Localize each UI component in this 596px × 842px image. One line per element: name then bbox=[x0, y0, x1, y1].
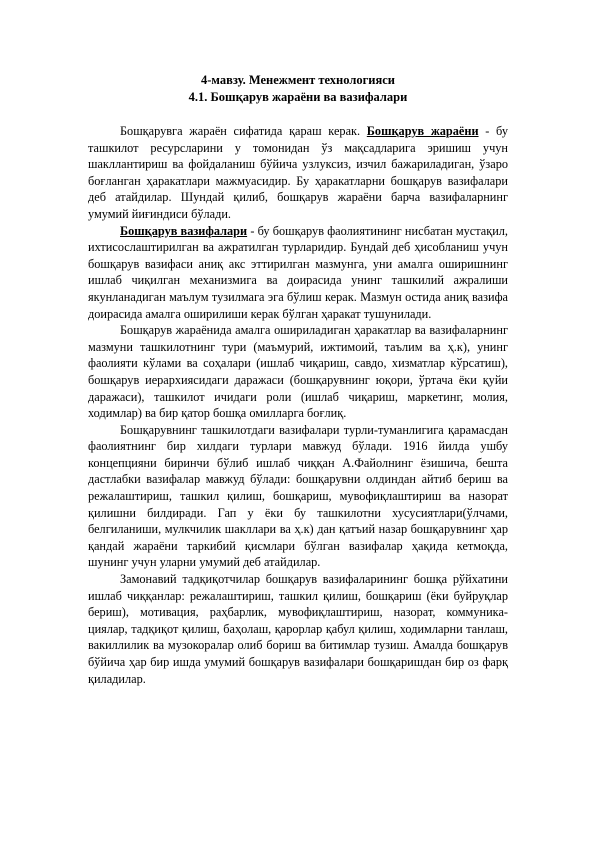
paragraph-4-text: Бошқарувнинг ташкилотдаги вазифалари турли-туманлигига қарамасдан фаолиятнинг бир хилдаги турлари мавжуд бўлади. 1916 йилда ушбу концепцияни биринчи бўлиб ишлаб чиққан А.Файолнинг ёзишича, бешта дастлабки вазифалар мавжуд бўлади: бошқарувни олдиндан айтиб бериш ва режалаштириш, ташкил қилиш, бошқариш, мувофиқлаштириш ва назорат қилишни билдиради. Гап у ёки бу ташкилотни хусусиятлари(ўлчами, белгиланиши, мулкчилик шакллари ва ҳ.к) дан қатъий назар бошқарувнинг ҳар қандай жараёни таркибий қисмлари бўлган вазифалар ҳақида кетмоқда, шунинг учун уларни умумий деб атайдилар. bbox=[88, 422, 508, 570]
chapter-title: 4-мавзу. Менежмент технологияси bbox=[200, 73, 395, 87]
term-process: Бошқарув жараёни bbox=[366, 124, 479, 138]
page-content bbox=[88, 72, 508, 687]
paragraph-3-text: Бошқарув жараёнида амалга ошириладиган ҳаракатлар ва вазифаларнинг мазмуни ташкилотнинг тури (маъмурий, ижтимоий, таълим ва ҳ.к), унинг фаолияти кўлами ва соҳалари (ишлаб чиқариш, савдо, хизматлар кўрсатиш), бошқарув иерархиясидаги даражаси (бошқарувнинг юқори, ўртача ёки қуйи даражаси), ташкилот ичидаги роли (ишлаб чиқариш, маркетинг, молия, ходимлар) ва бир қатор бошқа омилларга боғлиқ. bbox=[88, 323, 508, 421]
paragraph-1-text: - бу ташкилот ресурсларини у томонидан ўз мақсадларига эришиш учун шакллантириш ва фойдаланиш бўйича узлуксиз, изчил бажариладиган, ўзаро боғланган ҳаракатлари мажмуасидир. Бу ҳаракатларни бошқарув вазифалари деб атайдилар. Шундай қилиб, бошқарув жараёни барча вазифаларнинг умумий йиғиндиси бўлади. bbox=[88, 124, 508, 221]
paragraph-3 bbox=[88, 322, 508, 422]
paragraph-1-lead: Бошқарувга жараён сифатида қараш керак. bbox=[120, 124, 367, 138]
paragraph-2 bbox=[88, 223, 508, 323]
paragraph-5-text: Замонавий тадқиқотчилар бошқарув вазифаларининг бошқа рўйхатини ишлаб чиққанлар: режалаштириш, ташкил қилиш, бошқариш (ёки буйруқлар бериш), мотивация, раҳбарлик, мувофиқлаштириш, назорат, коммуника- циялар, тадқиқот қилиш, баҳолаш, қарорлар қабул қилиш, ходимларни танлаш, вакиллилик ва музокоралар олиб бориш ва битимлар тузиш. Амалда бошқарув бўйича ҳар бир ишда умумий бошқарув вазифалари бошқаришдан бир оз фарқ қиладилар. bbox=[88, 572, 508, 686]
paragraph-1 bbox=[88, 123, 508, 223]
paragraph-5 bbox=[88, 571, 508, 687]
paragraph-2-text: - бу бошқарув фаолиятининг нисбатан мустақил, ихтисослаштирилган ва ажратилган турларидир. Бундай деб ҳисобланиш учун бошқарув вазифаси аниқ акс эттирилган мазмунга, уни амалга оширишнинг ишлаб чиқилган механизмига ва доирасида унинг ташкилий ажралиши якунланадиган маълум тузилмага эга бўлиш керак. Мазмун остида аниқ вазифа доирасида амалга оширилиши керак бўлган ҳаракат тушунилади. bbox=[88, 223, 508, 321]
section-title: 4.1. Бошқарув жараёни ва вазифалари bbox=[188, 90, 408, 104]
heading-spacer bbox=[88, 106, 508, 123]
paragraph-4 bbox=[88, 422, 508, 571]
term-functions: Бошқарув вазифалари bbox=[120, 223, 248, 238]
